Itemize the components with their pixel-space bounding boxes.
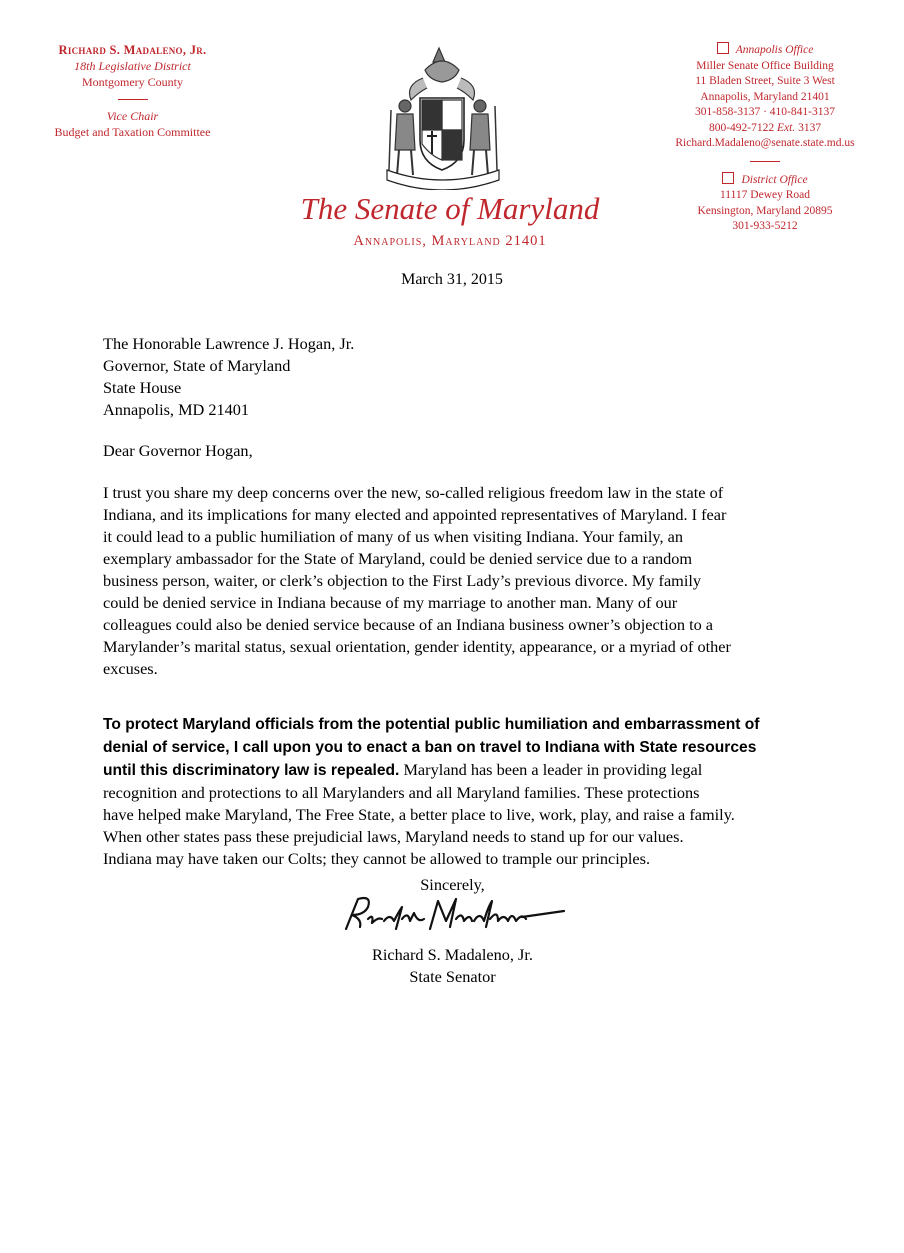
text-line: colleagues could also be denied service because of an Indiana business owner’s objection to a bbox=[103, 615, 714, 634]
office-building: Miller Senate Office Building bbox=[696, 59, 834, 72]
committee-name: Budget and Taxation Committee bbox=[54, 125, 211, 139]
salutation: Dear Governor Hogan, bbox=[103, 441, 253, 460]
recipient-address bbox=[103, 333, 354, 421]
text-line: To protect Maryland officials from the potential public humiliation and embarrassment of bbox=[103, 716, 760, 733]
district-phone: 301-933-5212 bbox=[732, 220, 798, 232]
text-line: Indiana may have taken our Colts; they cannot be allowed to trample our principles. bbox=[103, 849, 651, 868]
district-office-heading: District Office bbox=[660, 172, 870, 189]
text-line: have helped make Maryland, The Free State, a better place to live, work, play, and raise a family. bbox=[103, 805, 735, 824]
text-line: could be denied service in Indiana because of my marriage to another man. Many of our bbox=[103, 593, 678, 612]
closing: Sincerely, bbox=[420, 875, 485, 894]
office-email: Richard.Madaleno@senate.state.md.us bbox=[675, 137, 855, 149]
maryland-seal-icon bbox=[375, 40, 510, 190]
text-line: When other states pass these prejudicial laws, Maryland needs to stand up for our values. bbox=[103, 827, 684, 846]
text-line: recognition and protections to all Marylanders and all Maryland families. These protections bbox=[103, 783, 700, 802]
text-line: it could lead to a public humiliation of many of us when visiting Indiana. Your family, an bbox=[103, 527, 684, 546]
checkbox-icon bbox=[722, 172, 734, 184]
text-line: I trust you share my deep concerns over the new, so-called religious freedom law in the state of bbox=[103, 483, 724, 502]
letterhead-left bbox=[20, 42, 245, 140]
address-line: The Honorable Lawrence J. Hogan, Jr. bbox=[103, 334, 355, 353]
office-city: Annapolis, Maryland 21401 bbox=[700, 90, 830, 103]
text-line: Indiana, and its implications for many elected and appointed representatives of Maryland. I fear bbox=[103, 505, 727, 524]
office-phones: 301-858-3137 · 410-841-3137 bbox=[695, 106, 835, 118]
district-street: 11117 Dewey Road bbox=[719, 189, 811, 201]
address-line: State House bbox=[103, 378, 182, 397]
signer-title: State Senator bbox=[409, 967, 496, 986]
paragraph-2 bbox=[103, 713, 803, 870]
office-tollfree: 800-492-7122 Ext. 3137 bbox=[708, 121, 822, 134]
signature-image bbox=[338, 893, 578, 938]
text-line: business person, waiter, or clerk’s objection to the First Lady’s previous divorce. My family bbox=[103, 571, 702, 590]
text-line: until this discriminatory law is repealed. Maryland has been a leader in providing legal bbox=[103, 760, 703, 779]
chamber-city: Annapolis, Maryland 21401 bbox=[353, 233, 547, 249]
paragraph-1 bbox=[103, 482, 803, 680]
committee-role: Vice Chair bbox=[106, 109, 159, 123]
letter-date: March 31, 2015 bbox=[401, 271, 503, 288]
address-line: Governor, State of Maryland bbox=[103, 356, 291, 375]
legislative-district: 18th Legislative District bbox=[74, 59, 191, 73]
senator-name: Richard S. Madaleno, Jr. bbox=[58, 43, 207, 57]
office-street: 11 Bladen Street, Suite 3 West bbox=[695, 75, 835, 87]
text-line: exemplary ambassador for the State of Maryland, could be denied service due to a random bbox=[103, 549, 693, 568]
address-line: Annapolis, MD 21401 bbox=[103, 400, 250, 419]
county: Montgomery County bbox=[82, 75, 183, 89]
signer-name: Richard S. Madaleno, Jr. bbox=[372, 945, 533, 964]
text-line: excuses. bbox=[103, 659, 158, 678]
checkbox-icon bbox=[717, 42, 729, 54]
letterhead-right bbox=[660, 42, 870, 235]
letterhead-title bbox=[250, 190, 650, 250]
signer-block bbox=[320, 944, 585, 988]
annapolis-office-heading: Annapolis Office bbox=[660, 42, 870, 59]
text-line: denial of service, I call upon you to enact a ban on travel to Indiana with State resources bbox=[103, 739, 757, 756]
divider bbox=[750, 161, 780, 162]
divider bbox=[118, 99, 148, 100]
chamber-title: The Senate of Maryland bbox=[300, 191, 600, 226]
text-line: Marylander’s marital status, sexual orientation, gender identity, appearance, or a myriad of other bbox=[103, 637, 731, 656]
district-city: Kensington, Maryland 20895 bbox=[697, 204, 833, 217]
